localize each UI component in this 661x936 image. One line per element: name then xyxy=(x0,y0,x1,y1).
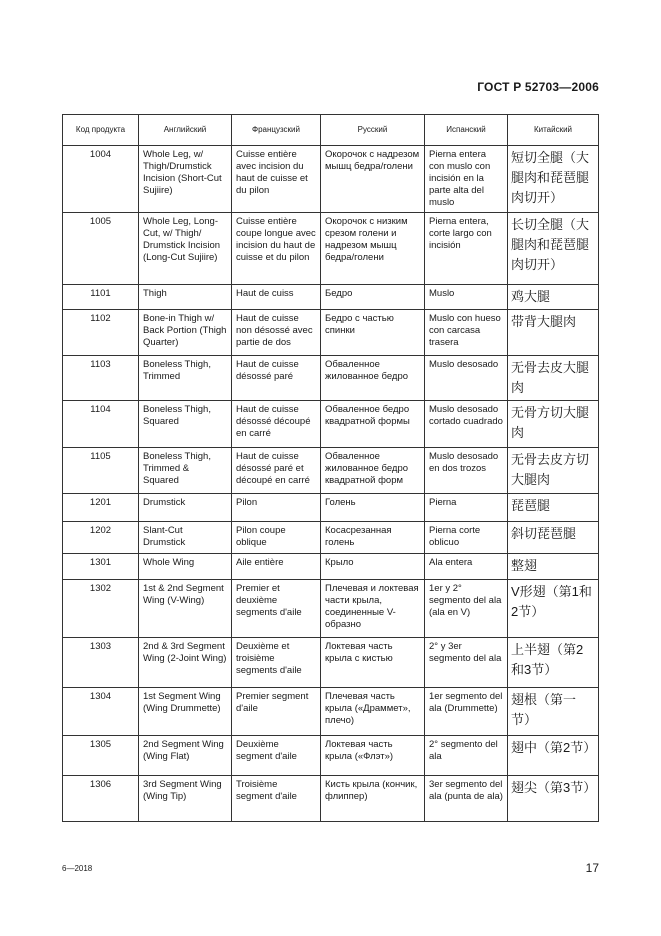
table-row xyxy=(63,146,599,213)
cell-spanish: Pierna entera, corte largo con incisión xyxy=(425,213,508,285)
cell-french: Premier et deuxième segments d'aile xyxy=(232,580,321,638)
cell-spanish: 3er segmento del ala (punta de ala) xyxy=(425,776,508,822)
cell-spanish: Muslo desosado en dos trozos xyxy=(425,448,508,494)
cell-code: 1301 xyxy=(63,554,139,580)
cell-french: Pilon xyxy=(232,494,321,522)
cell-spanish: Pierna xyxy=(425,494,508,522)
table-row xyxy=(63,554,599,580)
cell-russian: Плечевая часть крыла («Драммет», плечо) xyxy=(321,688,425,736)
cell-russian: Плечевая и локтевая части крыла, соединенные V-образно xyxy=(321,580,425,638)
cell-spanish: 2° y 3er segmento del ala xyxy=(425,638,508,688)
page-number: 17 xyxy=(585,861,599,875)
cell-russian: Обваленное жилованное бедро квадратной форм xyxy=(321,448,425,494)
column-header-russian: Русский xyxy=(321,115,425,146)
cell-spanish: Ala entera xyxy=(425,554,508,580)
column-header-english: Английский xyxy=(139,115,232,146)
cell-french: Haut de cuisse désossé découpé en carré xyxy=(232,401,321,448)
cell-chinese: 无骨方切大腿肉 xyxy=(508,401,599,448)
cell-english: Drumstick xyxy=(139,494,232,522)
cell-french: Haut de cuisse désossé paré xyxy=(232,356,321,401)
cell-russian: Косасрезанная голень xyxy=(321,522,425,554)
cell-french: Haut de cuisse non désossé avec partie de dos xyxy=(232,310,321,356)
cell-english: 1st & 2nd Segment Wing (V-Wing) xyxy=(139,580,232,638)
cell-spanish: Muslo desosado cortado cuadrado xyxy=(425,401,508,448)
cell-russian: Окорочок с низким срезом голени и надрезом мышц бедра/голени xyxy=(321,213,425,285)
cell-english: Boneless Thigh, Trimmed & Squared xyxy=(139,448,232,494)
cell-code: 1103 xyxy=(63,356,139,401)
cell-russian: Бедро xyxy=(321,285,425,310)
cell-russian: Окорочок с надрезом мышц бедра/голени xyxy=(321,146,425,213)
cell-code: 1201 xyxy=(63,494,139,522)
products-table xyxy=(62,114,599,822)
cell-chinese: 琵琶腿 xyxy=(508,494,599,522)
table-row xyxy=(63,448,599,494)
cell-russian: Крыло xyxy=(321,554,425,580)
cell-code: 1306 xyxy=(63,776,139,822)
cell-english: Whole Leg, w/ Thigh/Drumstick Incision (Short-Cut Sujiire) xyxy=(139,146,232,213)
cell-french: Deuxième et troisième segments d'aile xyxy=(232,638,321,688)
cell-code: 1101 xyxy=(63,285,139,310)
table-row xyxy=(63,401,599,448)
cell-chinese: 翅中（第2节） xyxy=(508,736,599,776)
cell-russian: Локтевая часть крыла с кистью xyxy=(321,638,425,688)
cell-english: 1st Segment Wing (Wing Drummette) xyxy=(139,688,232,736)
cell-chinese: 翅尖（第3节） xyxy=(508,776,599,822)
cell-french: Cuisse entière avec incision du haut de cuisse et du pilon xyxy=(232,146,321,213)
table-row xyxy=(63,776,599,822)
cell-chinese: 带背大腿肉 xyxy=(508,310,599,356)
cell-code: 1305 xyxy=(63,736,139,776)
cell-russian: Кисть крыла (кончик, флиппер) xyxy=(321,776,425,822)
table-row xyxy=(63,688,599,736)
cell-russian: Бедро с частью спинки xyxy=(321,310,425,356)
cell-russian: Голень xyxy=(321,494,425,522)
cell-chinese: 无骨去皮方切大腿肉 xyxy=(508,448,599,494)
cell-chinese: 短切全腿（大腿肉和琵琶腿肉切开） xyxy=(508,146,599,213)
cell-chinese: 长切全腿（大腿肉和琵琶腿肉切开） xyxy=(508,213,599,285)
cell-code: 1105 xyxy=(63,448,139,494)
table-row xyxy=(63,213,599,285)
cell-english: 2nd & 3rd Segment Wing (2-Joint Wing) xyxy=(139,638,232,688)
cell-russian: Локтевая часть крыла («Флэт») xyxy=(321,736,425,776)
cell-russian: Обваленное бедро квадратной формы xyxy=(321,401,425,448)
cell-english: Whole Wing xyxy=(139,554,232,580)
table-row xyxy=(63,356,599,401)
table-row xyxy=(63,310,599,356)
cell-russian: Обваленное жилованное бедро xyxy=(321,356,425,401)
cell-french: Haut de cuiss xyxy=(232,285,321,310)
cell-english: 2nd Segment Wing (Wing Flat) xyxy=(139,736,232,776)
column-header-spanish: Испанский xyxy=(425,115,508,146)
cell-chinese: 上半翅（第2和3节） xyxy=(508,638,599,688)
cell-french: Pilon coupe oblique xyxy=(232,522,321,554)
cell-code: 1303 xyxy=(63,638,139,688)
table-header-row xyxy=(63,115,599,146)
table-row xyxy=(63,285,599,310)
table-row xyxy=(63,494,599,522)
table-row xyxy=(63,736,599,776)
cell-chinese: 无骨去皮大腿肉 xyxy=(508,356,599,401)
cell-chinese: V形翅（第1和2节） xyxy=(508,580,599,638)
footer-year: 6—2018 xyxy=(62,864,93,873)
cell-french: Troisième segment d'aile xyxy=(232,776,321,822)
cell-code: 1104 xyxy=(63,401,139,448)
cell-english: 3rd Segment Wing (Wing Tip) xyxy=(139,776,232,822)
cell-english: Boneless Thigh, Trimmed xyxy=(139,356,232,401)
cell-english: Slant-Cut Drumstick xyxy=(139,522,232,554)
cell-french: Cuisse entière coupe longue avec incision du haut de cuisse et du pilon xyxy=(232,213,321,285)
cell-chinese: 鸡大腿 xyxy=(508,285,599,310)
cell-code: 1102 xyxy=(63,310,139,356)
cell-english: Boneless Thigh, Squared xyxy=(139,401,232,448)
cell-spanish: 1er y 2° segmento del ala (ala en V) xyxy=(425,580,508,638)
cell-code: 1004 xyxy=(63,146,139,213)
cell-spanish: Muslo desosado xyxy=(425,356,508,401)
cell-french: Premier segment d'aile xyxy=(232,688,321,736)
table-row xyxy=(63,580,599,638)
cell-spanish: 2° segmento del ala xyxy=(425,736,508,776)
cell-spanish: Muslo con hueso con carcasa trasera xyxy=(425,310,508,356)
column-header-code: Код продукта xyxy=(63,115,139,146)
cell-code: 1304 xyxy=(63,688,139,736)
cell-chinese: 斜切琵琶腿 xyxy=(508,522,599,554)
table-row xyxy=(63,522,599,554)
cell-chinese: 翅根（第一节） xyxy=(508,688,599,736)
standard-number: ГОСТ Р 52703—2006 xyxy=(477,80,599,94)
cell-english: Bone-in Thigh w/ Back Portion (Thigh Quarter) xyxy=(139,310,232,356)
cell-chinese: 整翅 xyxy=(508,554,599,580)
cell-code: 1202 xyxy=(63,522,139,554)
table-row xyxy=(63,638,599,688)
cell-french: Deuxième segment d'aile xyxy=(232,736,321,776)
cell-english: Thigh xyxy=(139,285,232,310)
cell-french: Haut de cuisse désossé paré et découpé en carré xyxy=(232,448,321,494)
column-header-chinese: Китайский xyxy=(508,115,599,146)
cell-english: Whole Leg, Long-Cut, w/ Thigh/ Drumstick Incision (Long-Cut Sujiire) xyxy=(139,213,232,285)
cell-code: 1302 xyxy=(63,580,139,638)
cell-spanish: Pierna entera con muslo con incisión en la parte alta del muslo xyxy=(425,146,508,213)
cell-code: 1005 xyxy=(63,213,139,285)
cell-spanish: Pierna corte oblicuo xyxy=(425,522,508,554)
cell-spanish: Muslo xyxy=(425,285,508,310)
column-header-french: Французский xyxy=(232,115,321,146)
cell-french: Aile entière xyxy=(232,554,321,580)
cell-spanish: 1er segmento del ala (Drummette) xyxy=(425,688,508,736)
